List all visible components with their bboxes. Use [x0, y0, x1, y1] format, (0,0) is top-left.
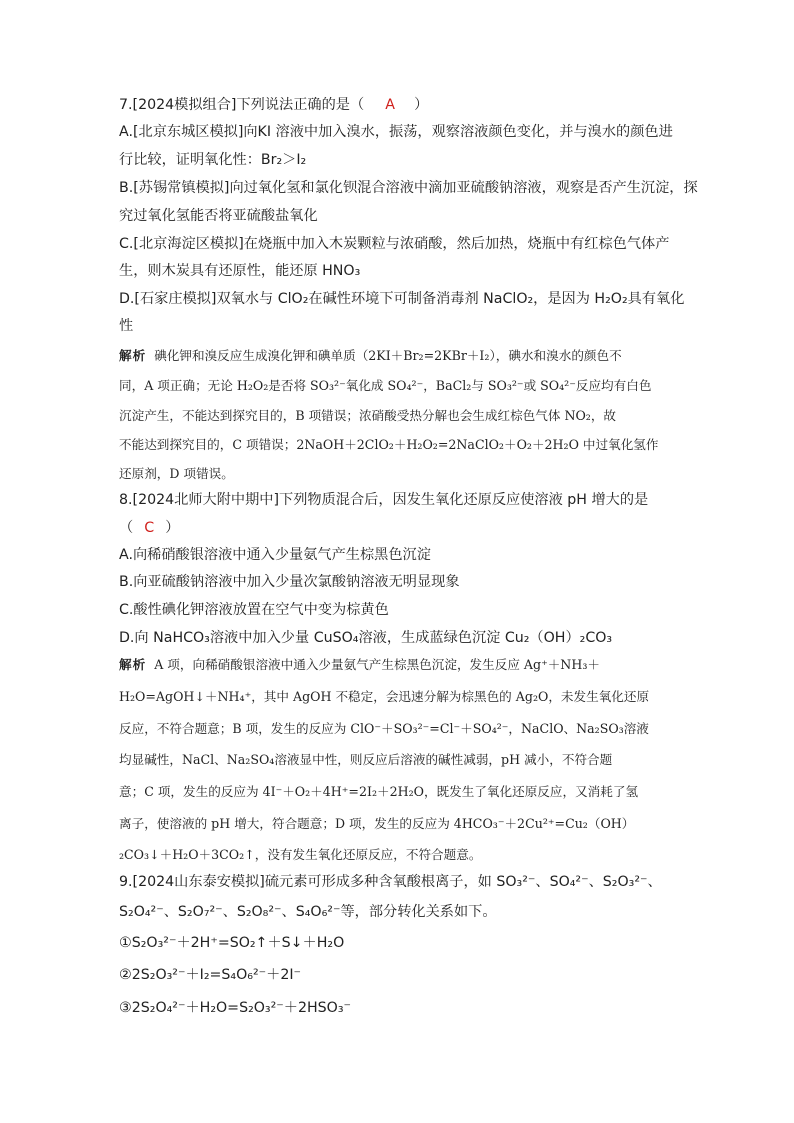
q8-explain-line-4: 均显碱性，NaCl、Na₂SO₄溶液显中性，则反应后溶液的碱性减弱，pH 减小，不符合题 — [119, 752, 613, 767]
q8-answer-line — [119, 519, 179, 537]
q7-explain-line-4: 不能达到探究目的，C 项错误；2NaOH＋2ClO₂＋H₂O₂=2NaClO₂＋O₂＋2H₂O 中过氧化氢作 — [119, 437, 659, 452]
q7-answer: A — [385, 97, 396, 113]
q7-explain-label: 解析 — [119, 348, 147, 363]
q8-explain-line-1 — [119, 656, 600, 674]
q8-answer-close: ） — [165, 520, 180, 536]
q9-stem-line-1: 9.[2024山东泰安模拟]硫元素可形成多种含氧酸根离子，如 SO₃²⁻、SO₄²⁻、S₂O₃²⁻、 — [119, 874, 662, 890]
q7-stem-text: 7.[2024模拟组合]下列说法正确的是（ — [119, 97, 365, 113]
q8-explain-label: 解析 — [119, 657, 147, 672]
q8-explain-text-1: A 项，向稀硝酸银溶液中通入少量氨气产生棕黑色沉淀，发生反应 Ag⁺＋NH₃＋ — [154, 657, 600, 672]
q7-stem-close: ） — [414, 97, 429, 113]
q7-option-a-cont: 行比较，证明氧化性：Br₂＞I₂ — [119, 152, 307, 168]
q8-option-b: B.向亚硫酸钠溶液中加入少量次氯酸钠溶液无明显现象 — [119, 574, 460, 590]
q7-explain-line-2: 同，A 项正确；无论 H₂O₂是否将 SO₃²⁻氧化成 SO₄²⁻，BaCl₂与 SO₃²⁻或 SO₄²⁻反应均有白色 — [119, 378, 652, 393]
q7-option-c-cont: 生，则木炭具有还原性，能还原 HNO₃ — [119, 263, 361, 279]
q7-explain-line-1 — [119, 347, 622, 365]
q8-explain-line-2: H₂O=AgOH↓＋NH₄⁺，其中 AgOH 不稳定，会迅速分解为棕黑色的 Ag₂O，未发生氧化还原 — [119, 689, 650, 704]
q8-explain-line-5: 意；C 项，发生的反应为 4I⁻＋O₂＋4H⁺=2I₂＋2H₂O，既发生了氧化还原反应，又消耗了氢 — [119, 784, 639, 799]
q7-stem — [119, 96, 428, 114]
q7-explain-line-3: 沉淀产生，不能达到探究目的，B 项错误；浓硝酸受热分解也会生成红棕色气体 NO₂，故 — [119, 408, 617, 423]
q7-option-c: C.[北京海淀区模拟]在烧瓶中加入木炭颗粒与浓硝酸，然后加热，烧瓶中有红棕色气体产 — [119, 236, 670, 252]
q8-option-a: A.向稀硝酸银溶液中通入少量氨气产生棕黑色沉淀 — [119, 547, 431, 563]
q7-option-a: A.[北京东城区模拟]向KI 溶液中加入溴水，振荡，观察溶液颜色变化，并与溴水的颜色进 — [119, 124, 673, 140]
q8-explain-line-7: ₂CO₃↓＋H₂O＋3CO₂↑，没有发生氧化还原反应，不符合题意。 — [119, 847, 482, 862]
q9-stem-line-2: S₂O₄²⁻、S₂O₇²⁻、S₂O₈²⁻、S₄O₆²⁻等，部分转化关系如下。 — [119, 904, 497, 920]
q8-stem: 8.[2024北师大附中期中]下列物质混合后，因发生氧化还原反应使溶液 pH 增大的是 — [119, 492, 649, 508]
q8-option-d: D.向 NaHCO₃溶液中加入少量 CuSO₄溶液，生成蓝绿色沉淀 Cu₂（OH）₂CO₃ — [119, 630, 613, 646]
q9-equation-1: ①S₂O₃²⁻＋2H⁺=SO₂↑＋S↓＋H₂O — [119, 935, 345, 951]
q7-option-b: B.[苏锡常镇模拟]向过氧化氢和氯化钡混合溶液中滴加亚硫酸钠溶液，观察是否产生沉淀，探 — [119, 180, 698, 196]
q9-equation-3: ③2S₂O₄²⁻＋H₂O=S₂O₃²⁻＋2HSO₃⁻ — [119, 1000, 352, 1016]
q8-explain-line-6: 离子，使溶液的 pH 增大，符合题意；D 项，发生的反应为 4HCO₃⁻＋2Cu²⁺=Cu₂（OH） — [119, 816, 635, 831]
q8-option-c: C.酸性碘化钾溶液放置在空气中变为棕黄色 — [119, 602, 389, 618]
q9-equation-2: ②2S₂O₃²⁻＋I₂=S₄O₆²⁻＋2I⁻ — [119, 967, 302, 983]
q7-explain-line-5: 还原剂，D 项错误。 — [119, 466, 234, 481]
q7-explain-text-1: 碘化钾和溴反应生成溴化钾和碘单质（2KI＋Br₂=2KBr＋I₂），碘水和溴水的颜色不 — [154, 348, 622, 363]
q8-answer-open: （ — [119, 520, 134, 536]
q8-answer: C — [144, 520, 155, 536]
q7-option-d-cont: 性 — [119, 318, 134, 334]
q7-option-b-cont: 究过氧化氢能否将亚硫酸盐氧化 — [119, 208, 318, 224]
q8-explain-line-3: 反应，不符合题意；B 项，发生的反应为 ClO⁻＋SO₃²⁻=Cl⁻＋SO₄²⁻，NaClO、Na₂SO₃溶液 — [119, 721, 649, 736]
q7-option-d: D.[石家庄模拟]双氧水与 ClO₂在碱性环境下可制备消毒剂 NaClO₂，是因为 H₂O₂具有氧化 — [119, 291, 685, 307]
